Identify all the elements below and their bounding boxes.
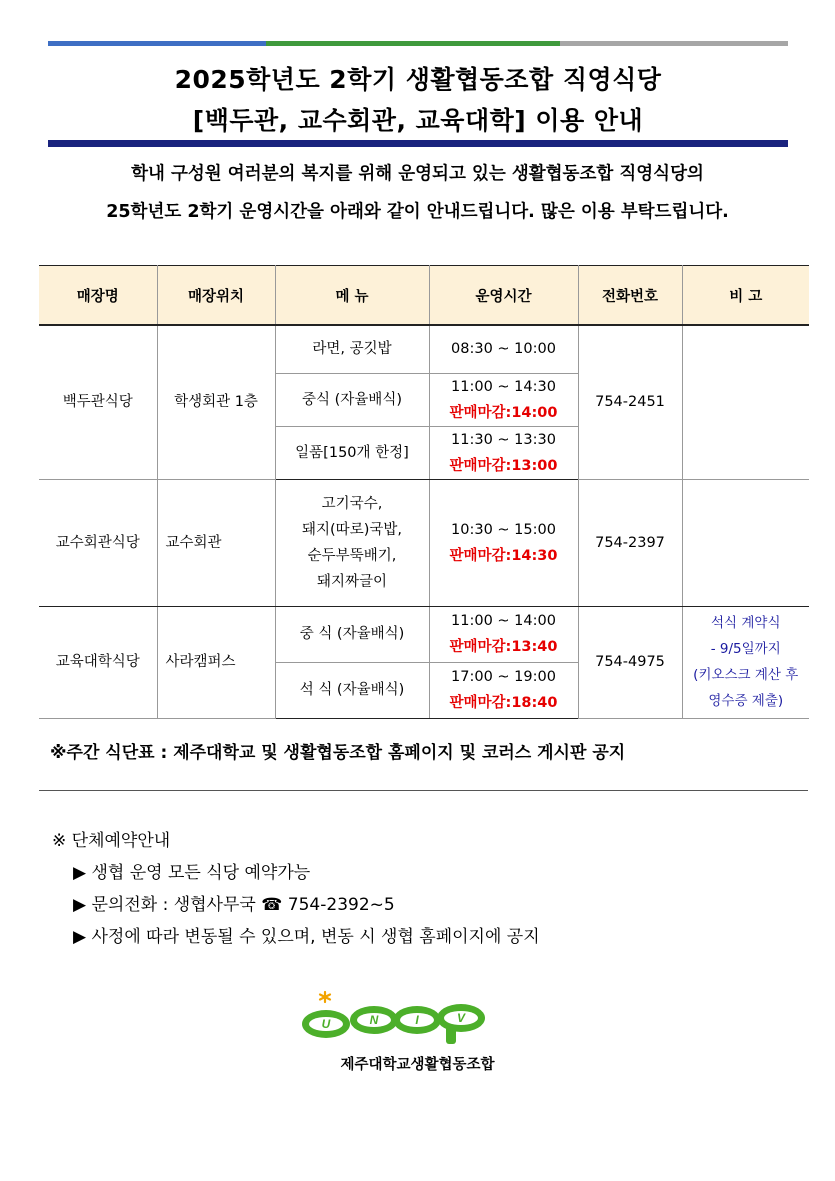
store-location: 교수회관 bbox=[157, 479, 275, 606]
group-item bbox=[73, 858, 310, 883]
menu-line: 순두부뚝배기, bbox=[307, 547, 397, 564]
group-item-text: 사정에 따라 변동될 수 있으며, 변동 시 생협 홈페이지에 공지 bbox=[91, 927, 540, 947]
logo-letter: N bbox=[369, 1013, 379, 1027]
hours-cell bbox=[429, 662, 578, 718]
bullet-icon: ▶ bbox=[73, 927, 87, 947]
sales-deadline: 판매마감:18:40 bbox=[449, 695, 558, 711]
sales-deadline: 판매마감:13:40 bbox=[449, 639, 558, 655]
cafeteria-table bbox=[39, 265, 809, 719]
note-cell bbox=[682, 606, 809, 718]
hours-cell bbox=[429, 479, 578, 606]
table-row bbox=[39, 325, 809, 373]
title-underline-bar bbox=[48, 140, 788, 147]
group-item bbox=[73, 922, 540, 947]
hours-cell bbox=[429, 606, 578, 662]
phone-cell: 754-2451 bbox=[578, 325, 682, 479]
header-menu: 메 뉴 bbox=[275, 266, 429, 326]
intro-line2: 25학년도 2학기 운영시간을 아래와 같이 안내드립니다. 많은 이용 부탁드립니다. bbox=[106, 202, 729, 222]
hours-text: 08:30 ~ 10:00 bbox=[451, 341, 556, 358]
logo-letter: I bbox=[415, 1013, 419, 1027]
hours-text: 11:00 ~ 14:30 bbox=[451, 378, 556, 395]
menu-line: 돼지짜글이 bbox=[316, 573, 388, 590]
header-store-name: 매장명 bbox=[39, 266, 157, 326]
group-item-text: 생협 운영 모든 식당 예약가능 bbox=[91, 863, 311, 883]
top-bar-green bbox=[266, 41, 560, 46]
hours-text: 11:00 ~ 14:00 bbox=[451, 613, 556, 629]
store-name: 교육대학식당 bbox=[39, 606, 157, 718]
sales-deadline: 판매마감:13:00 bbox=[449, 457, 558, 474]
group-item bbox=[73, 890, 395, 915]
page-title-line1: 2025학년도 2학기 생활협동조합 직영식당 bbox=[174, 65, 662, 94]
menu-cell: 중식 (자율배식) bbox=[275, 373, 429, 426]
phone-cell: 754-4975 bbox=[578, 606, 682, 718]
group-reservation-title: ※ 단체예약안내 bbox=[52, 831, 171, 851]
table-header-row bbox=[39, 266, 809, 326]
table-row bbox=[39, 606, 809, 662]
group-item-text: 문의전화 : 생협사무국 ☎ 754-2392~5 bbox=[91, 895, 395, 915]
phone-cell: 754-2397 bbox=[578, 479, 682, 606]
top-bar-gray bbox=[560, 41, 788, 46]
hours-text: 10:30 ~ 15:00 bbox=[451, 521, 556, 538]
store-name: 백두관식당 bbox=[39, 325, 157, 479]
divider bbox=[39, 790, 808, 791]
hours-text: 11:30 ~ 13:30 bbox=[451, 431, 556, 448]
menu-line: 돼지(따로)국밥, bbox=[302, 521, 402, 538]
univ-coop-logo bbox=[295, 988, 495, 1048]
intro-line1: 학내 구성원 여러분의 복지를 위해 운영되고 있는 생활협동조합 직영식당의 bbox=[131, 164, 704, 184]
weekly-menu-notice: ※주간 식단표 : 제주대학교 및 생활협동조합 홈페이지 및 코러스 게시판 공지 bbox=[50, 743, 626, 763]
store-location: 학생회관 1층 bbox=[157, 325, 275, 479]
logo-letter: U bbox=[321, 1017, 331, 1031]
logo-asterisk-icon bbox=[320, 992, 330, 1002]
menu-cell: 라면, 공깃밥 bbox=[275, 325, 429, 373]
menu-cell bbox=[275, 479, 429, 606]
menu-line: 고기국수, bbox=[321, 495, 383, 512]
hours-cell bbox=[429, 325, 578, 373]
bullet-icon: ▶ bbox=[73, 863, 87, 883]
hours-cell bbox=[429, 426, 578, 479]
table-row bbox=[39, 479, 809, 606]
menu-cell: 중 식 (자율배식) bbox=[275, 606, 429, 662]
note-line: - 9/5일까지 bbox=[710, 641, 781, 657]
sales-deadline: 판매마감:14:30 bbox=[449, 547, 558, 564]
menu-cell: 일품[150개 한정] bbox=[275, 426, 429, 479]
note-line: 석식 계약식 bbox=[711, 615, 781, 631]
note-cell bbox=[682, 479, 809, 606]
header-hours: 운영시간 bbox=[429, 266, 578, 326]
note-line: (키오스크 계산 후 bbox=[693, 667, 799, 683]
hours-text: 17:00 ~ 19:00 bbox=[451, 669, 556, 685]
note-line: 영수증 제출) bbox=[708, 693, 784, 709]
menu-cell: 석 식 (자율배식) bbox=[275, 662, 429, 718]
store-location: 사라캠퍼스 bbox=[157, 606, 275, 718]
hours-cell bbox=[429, 373, 578, 426]
header-store-location: 매장위치 bbox=[157, 266, 275, 326]
header-note: 비 고 bbox=[682, 266, 809, 326]
org-name: 제주대학교생활협동조합 bbox=[340, 1057, 495, 1073]
note-cell bbox=[682, 325, 809, 479]
store-name: 교수회관식당 bbox=[39, 479, 157, 606]
top-bar-blue bbox=[48, 41, 266, 46]
bullet-icon: ▶ bbox=[73, 895, 87, 915]
logo-letter: V bbox=[456, 1011, 466, 1025]
page-title-line2: [백두관, 교수회관, 교육대학] 이용 안내 bbox=[192, 106, 644, 135]
header-phone: 전화번호 bbox=[578, 266, 682, 326]
sales-deadline: 판매마감:14:00 bbox=[449, 404, 558, 421]
